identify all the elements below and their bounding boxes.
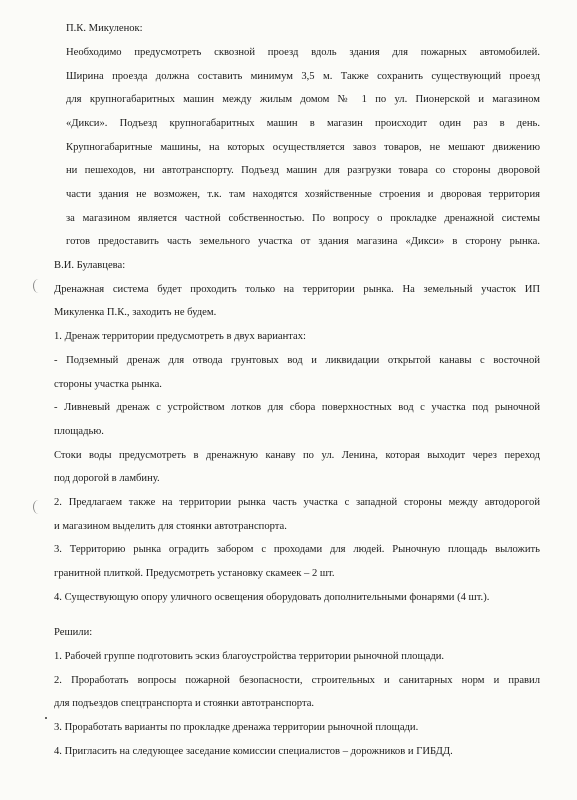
paragraph-line: 2. Предлагаем также на территории рынка часть участка с западной стороны между автодорогой: [54, 497, 540, 508]
speaker-name: П.К. Микуленок:: [66, 23, 143, 34]
paragraph-line: - Подземный дренаж для отвода грунтовых вод и ликвидации открытой канавы с восточной: [54, 355, 540, 366]
paragraph-line: Необходимо предусмотреть сквозной проезд вдоль здания для пожарных автомобилей.: [66, 47, 540, 58]
paragraph-line: Стоки воды предусмотреть в дренажную канаву по ул. Ленина, которая выходит через переход: [54, 450, 540, 461]
paragraph-line: готов предоставить часть земельного участка от здания магазина «Дикси» в сторону рынка.: [66, 236, 540, 247]
paragraph-line: для крупногабаритных машин между жилым домом № 1 по ул. Пионерской и магазином: [66, 94, 540, 105]
paragraph-line: под дорогой в ламбину.: [54, 473, 160, 484]
paragraph-line: и магазином выделить для стоянки автотранспорта.: [54, 521, 287, 532]
paragraph-line: Дренажная система будет проходить только на территории рынка. На земельный участок ИП: [54, 284, 540, 295]
paragraph-line: стороны участка рынка.: [54, 379, 162, 390]
punch-hole-mark: [33, 279, 44, 293]
paragraph-line: ни пешеходов, ни автотранспорту. Подъезд машин для разгрузки товара со стороны дворовой: [66, 165, 540, 176]
decision-heading: Решили:: [54, 627, 93, 638]
paragraph-line: Микуленка П.К., заходить не будем.: [54, 307, 217, 318]
paragraph-line: гранитной плиткой. Предусмотреть установку скамеек – 2 шт.: [54, 568, 335, 579]
decision-item: 3. Проработать варианты по прокладке дренажа территории рыночной площади.: [54, 722, 419, 733]
paragraph-line: - Ливневый дренаж с устройством лотков для сбора поверхностных вод с участка под рыночной: [54, 402, 540, 413]
decision-item: 4. Пригласить на следующее заседание комиссии специалистов – дорожников и ГИБДД.: [54, 746, 453, 757]
paragraph-line: 3. Территорию рынка оградить забором с проходами для людей. Рыночную площадь выложить: [54, 544, 540, 555]
paragraph-line: «Дикси». Подъезд крупногабаритных машин в магазин происходит один раз в день.: [66, 118, 540, 129]
paragraph-line: части здания не возможен, т.к. там находятся хозяйственные строения и дворовая территория: [66, 189, 540, 200]
punch-hole-mark: [33, 500, 44, 514]
decision-item: 1. Рабочей группе подготовить эскиз благоустройства территории рыночной площади.: [54, 651, 445, 662]
paragraph-line: площадью.: [54, 426, 104, 437]
decision-item: 2. Проработать вопросы пожарной безопасности, строительных и санитарных норм и правил: [54, 675, 540, 686]
paragraph-line: за магазином является частной собственностью. По вопросу о прокладке дренажной системы: [66, 213, 540, 224]
paragraph-line: 4. Существующую опору уличного освещения оборудовать дополнительными фонарями (4 шт.).: [54, 592, 490, 603]
ink-speck: [45, 717, 47, 719]
paragraph-line: Крупногабаритные машины, на которых осуществляется завоз товаров, не мешают движению: [66, 142, 540, 153]
speaker-name: В.И. Булавцева:: [54, 260, 126, 271]
paragraph-line: 1. Дренаж территории предусмотреть в двух вариантах:: [54, 331, 306, 342]
decision-item: для подъездов спецтранспорта и стоянки автотранспорта.: [54, 698, 315, 709]
paragraph-line: Ширина проезда должна составить минимум 3,5 м. Также сохранить существующий проезд: [66, 71, 540, 82]
